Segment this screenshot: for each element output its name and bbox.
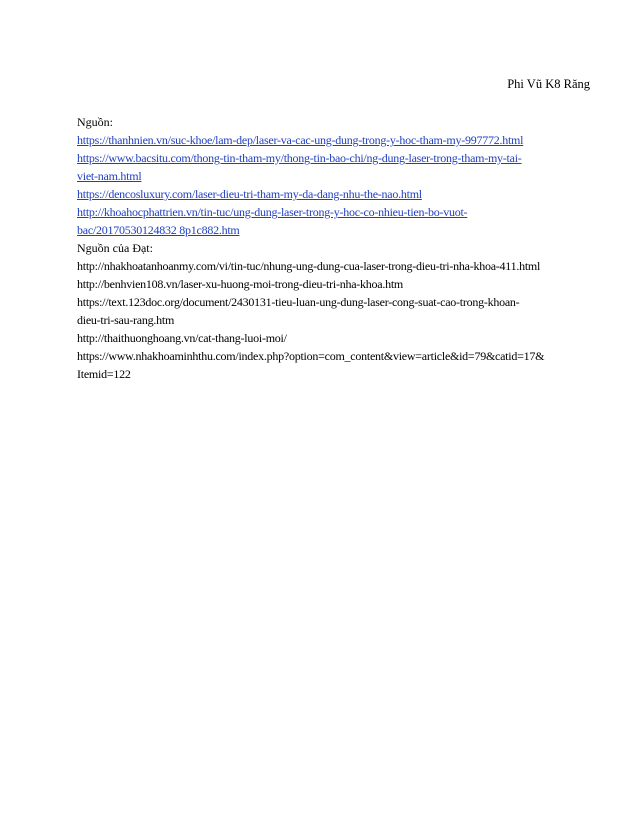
sources-main-title: Nguồn: xyxy=(77,115,113,129)
sources-dat-section xyxy=(77,239,577,383)
source-link-dencosluxury[interactable]: https://dencosluxury.com/laser-dieu-tri-tham-my-da-dang-nhu-the-nao.html xyxy=(77,187,422,201)
source-text-thaithuonghoang: http://thaithuonghoang.vn/cat-thang-luoi-moi/ xyxy=(77,331,287,345)
source-text-benhvien108: http://benhvien108.vn/laser-xu-huong-moi-trong-dieu-tri-nha-khoa.htm xyxy=(77,277,404,291)
source-link-khoahocphattrien[interactable]: http://khoahocphattrien.vn/tin-tuc/ung-dung-laser-trong-y-hoc-co-nhieu-tien-bo-vuot- xyxy=(77,205,468,219)
source-link-khoahocphattrien-continued[interactable]: bac/20170530124832 8p1c882.htm xyxy=(77,223,240,237)
source-link-bacsitu-continued[interactable]: viet-nam.html xyxy=(77,169,142,183)
source-text-nhakhoaminhthu-continued: Itemid=122 xyxy=(77,367,131,381)
source-link-bacsitu[interactable]: https://www.bacsitu.com/thong-tin-tham-my/thong-tin-bao-chi/ng-dung-laser-trong-tham-my-tai- xyxy=(77,151,522,165)
sources-dat-title: Nguồn của Đạt: xyxy=(77,241,153,255)
source-link-thanhnien[interactable]: https://thanhnien.vn/suc-khoe/lam-dep/laser-va-cac-ung-dung-trong-y-hoc-tham-my-997772.html xyxy=(77,133,524,147)
sources-main-section xyxy=(77,113,577,239)
source-text-123doc: https://text.123doc.org/document/2430131-tieu-luan-ung-dung-laser-cong-suat-cao-trong-khoan- xyxy=(77,295,520,309)
author-header: Phi Vũ K8 Răng xyxy=(507,77,590,91)
source-text-123doc-continued: dieu-tri-sau-rang.htm xyxy=(77,313,175,327)
source-text-nhakhoaminhthu: https://www.nhakhoaminhthu.com/index.php?option=com_content&view=article&id=79&catid=17& xyxy=(77,349,545,363)
source-text-nhakhoatanhoanmy: http://nhakhoatanhoanmy.com/vi/tin-tuc/nhung-ung-dung-cua-laser-trong-dieu-tri-nha-khoa-411.html xyxy=(77,259,541,273)
